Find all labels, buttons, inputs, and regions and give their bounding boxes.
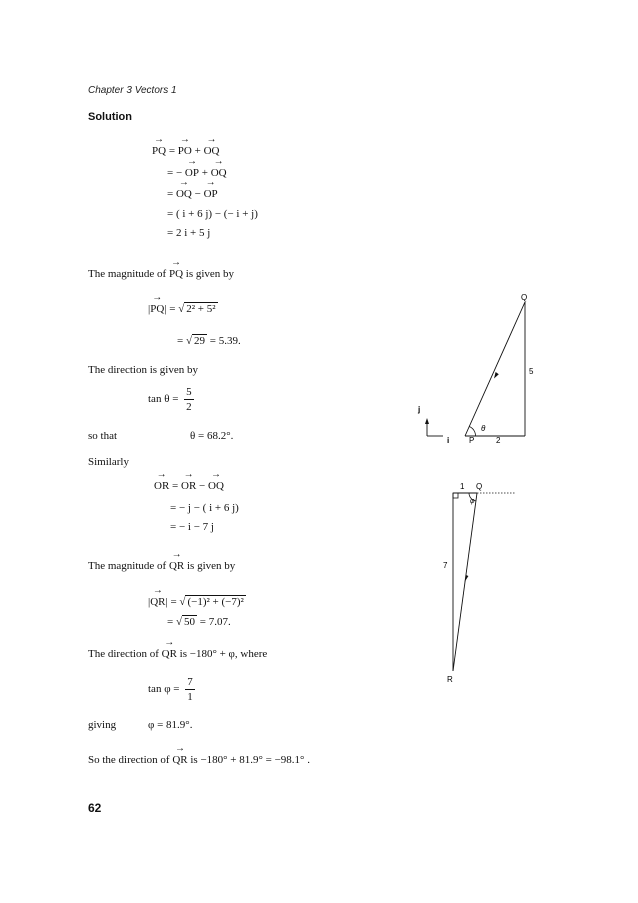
direction-or-intro: The direction of → QR is −180° + φ, where: [88, 648, 267, 660]
po-line-5: = 2 i + 5 j: [167, 227, 211, 239]
chapter-header: Chapter 3 Vectors 1: [88, 85, 177, 96]
phi-result: φ = 81.9°.: [148, 719, 193, 731]
theta-arc: [469, 427, 475, 437]
vector-po: → PO: [178, 145, 192, 157]
magnitude-po-eq2: = √ 29 = 5.39.: [177, 335, 241, 347]
j-arrowhead: [425, 418, 429, 424]
direction-po-intro: The direction is given by: [88, 364, 198, 376]
triangle-pq-diagram: [410, 285, 570, 455]
po-line-1: → PQ = → PO + → OQ: [152, 145, 219, 157]
vector-qr-line: [453, 493, 477, 671]
magnitude-or-eq1: |→ QR| = √ (−1)² + (−7)²: [148, 596, 246, 608]
direction-or-tan: tan φ = $\frac{7}{1}$: [148, 676, 193, 703]
direction-po-tan: tan θ = $\frac{5}{2}$: [148, 386, 192, 413]
label-q2: Q: [476, 482, 483, 491]
label-q: Q: [521, 293, 528, 302]
or-line-3: = − i − 7 j: [170, 521, 214, 533]
po-line-4: = ( i + 6 j) − (− i + j): [167, 208, 258, 220]
vector-pq: → PQ: [152, 145, 166, 157]
similarly: Similarly: [88, 456, 129, 468]
magnitude-po-intro: The magnitude of → PQ is given by: [88, 268, 234, 280]
label-j: j: [418, 405, 421, 414]
magnitude-or-eq2: = √ 50 = 7.07.: [167, 616, 231, 628]
page-number: 62: [88, 801, 102, 815]
po-line-2: = − → OP + → OQ: [167, 167, 227, 179]
label-2: 2: [496, 436, 501, 445]
label-phi: φ: [470, 498, 475, 505]
magnitude-or-intro: The magnitude of → QR is given by: [88, 560, 235, 572]
vector-oq: → OQ: [204, 145, 220, 157]
vector-pq-line: [465, 302, 525, 436]
solution-heading: Solution: [88, 111, 132, 123]
label-7: 7: [443, 561, 448, 570]
label-theta: θ: [481, 424, 486, 433]
or-line-1: → OR = → OR − → OQ: [154, 480, 224, 492]
label-i: i: [447, 436, 450, 445]
giving: giving: [88, 719, 117, 731]
label-5: 5: [529, 367, 534, 376]
label-p: P: [469, 436, 475, 445]
theta-result: θ = 68.2°.: [190, 430, 234, 442]
or-line-2: = − j − ( i + 6 j): [170, 502, 239, 514]
vector-pq-arrowhead: [494, 372, 499, 379]
final-direction: So the direction of → QR is −180° + 81.9° = −98.1° .: [88, 754, 310, 766]
po-line-3: = → OQ − → OP: [167, 188, 218, 200]
label-1: 1: [460, 482, 465, 491]
magnitude-po-eq1: |→ PQ| = √ 2² + 5²: [148, 303, 218, 315]
label-r: R: [447, 675, 453, 684]
right-angle-mark: [453, 493, 458, 498]
so-that: so that: [88, 430, 118, 442]
triangle-qr-diagram: [435, 478, 525, 688]
